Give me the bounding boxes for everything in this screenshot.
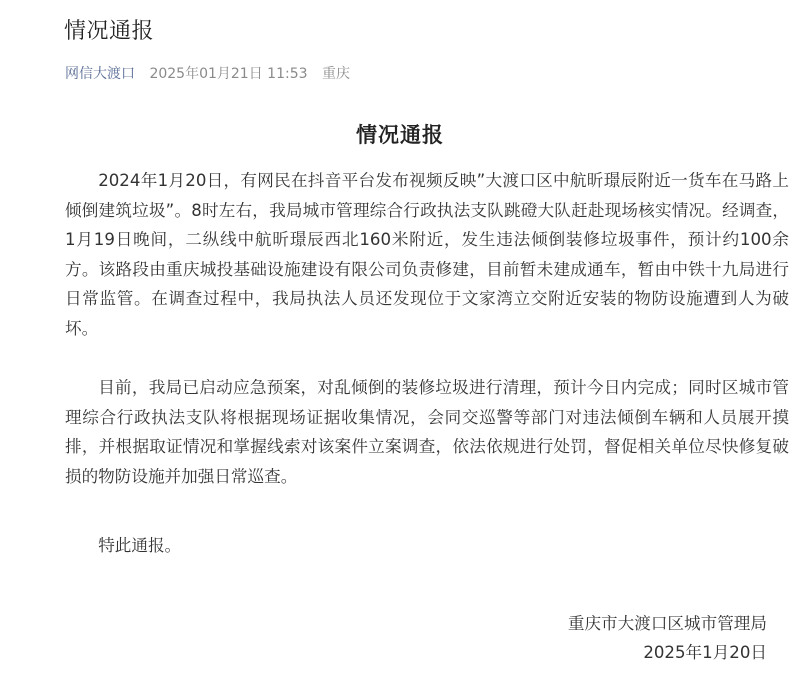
source-account-link[interactable]: 网信大渡口: [65, 66, 135, 82]
signature-block: [568, 609, 767, 667]
signature-date: 2025年1月20日: [643, 643, 767, 662]
publish-location: 重庆: [321, 66, 350, 82]
notice-heading: 情况通报: [356, 123, 444, 147]
notice-paragraph-3: 特此通报。: [98, 536, 182, 555]
article-meta: [65, 63, 350, 85]
notice-paragraph-1: 2024年1月20日，有网民在抖音平台发布视频反映”大渡口区中航昕璟辰附近一货车在马路上倾倒建筑垃圾”。8时左右，我局城市管理综合行政执法支队跳磴大队赶赴现场核实情况。经调查，1月19日晚间，二纵线中航昕璟辰西北160米附近，发生违法倾倒装修垃圾事件，预计约100余方。该路段由重庆城投基础设施建设有限公司负责修建，目前暂未建成通车，暂由中铁十九局进行日常监管。在调查过程中，我局执法人员还发现位于文家湾立交附近安装的物防设施遭到人为破坏。: [65, 171, 789, 338]
publish-time: 2025年01月21日 11:53: [149, 66, 308, 82]
notice-paragraph-2: 目前，我局已启动应急预案，对乱倾倒的装修垃圾进行清理，预计今日内完成；同时区城市管理综合行政执法支队将根据现场证据收集情况，会同交巡警等部门对违法倾倒车辆和人员展开摸排，并根据取证情况和掌握线索对该案件立案调查，依法依规进行处罚，督促相关单位尽快修复破损的物防设施并加强日常巡查。: [65, 378, 789, 486]
signature-organization: 重庆市大渡口区城市管理局: [567, 614, 767, 633]
article-title: 情况通报: [64, 19, 155, 44]
